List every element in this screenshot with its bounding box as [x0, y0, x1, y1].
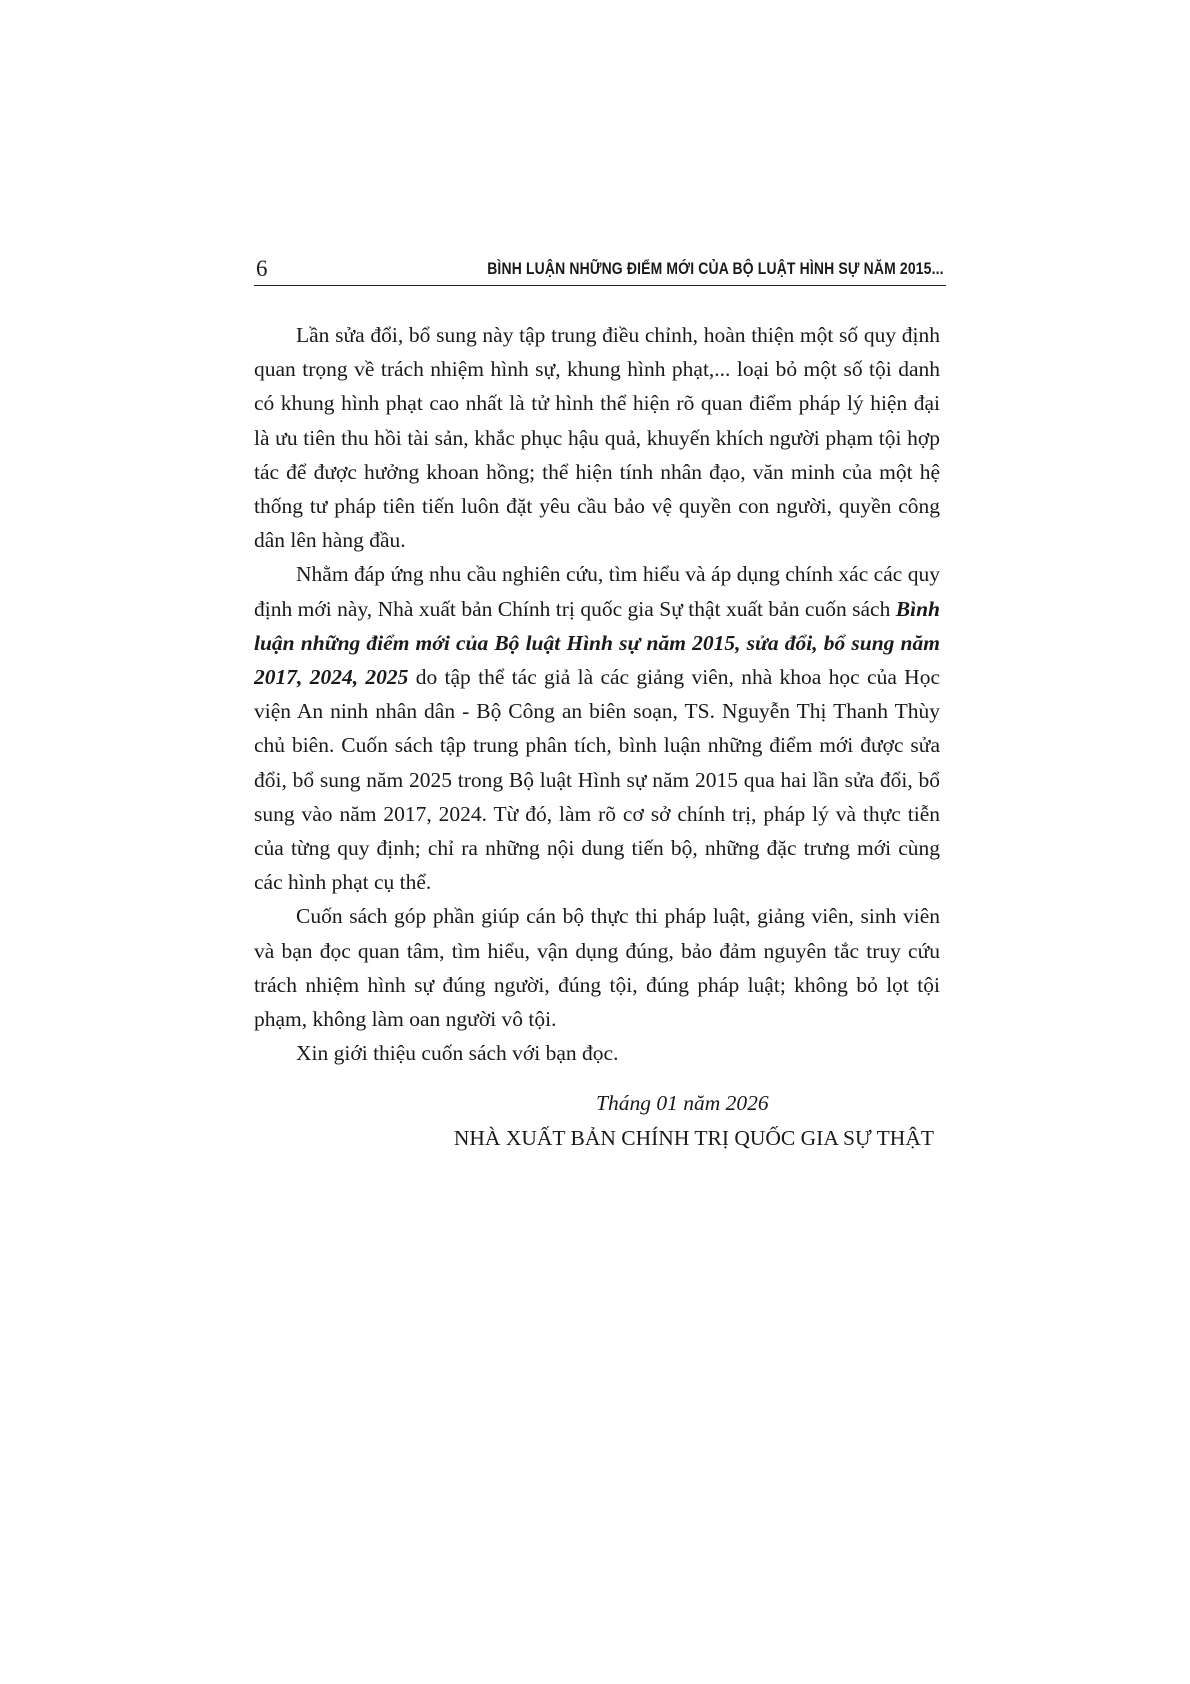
paragraph-3: Cuốn sách góp phần giúp cán bộ thực thi pháp luật, giảng viên, sinh viên và bạn đọc quan tâm, tìm hiểu, vận dụng đúng, bảo đảm nguyên tắc truy cứu trách nhiệm hình sự đúng người, đúng tội, đúng pháp luật; không bỏ lọt tội phạm, không làm oan người vô tội. [254, 904, 940, 1032]
paragraph-2-text-after: do tập thể tác giả là các giảng viên, nhà khoa học của Học viện An ninh nhân dân - Bộ Công an biên soạn, TS. Nguyễn Thị Thanh Thùy chủ biên. Cuốn sách tập trung phân tích, bình luận những điểm mới được sửa đổi, bổ sung năm 2025 trong Bộ luật Hình sự năm 2015 qua hai lần sửa đổi, bổ sung vào năm 2017, 2024. Từ đó, làm rõ cơ sở chính trị, pháp lý và thực tiễn của từng quy định; chỉ ra những nội dung tiến bộ, những đặc trưng mới cùng các hình phạt cụ thể. [254, 665, 940, 895]
page-header [254, 255, 946, 286]
body-text [254, 318, 940, 1070]
signature-date: Tháng 01 năm 2026 [596, 1091, 769, 1115]
paragraph-2-text-before: Nhằm đáp ứng nhu cầu nghiên cứu, tìm hiểu và áp dụng chính xác các quy định mới này, Nhà xuất bản Chính trị quốc gia Sự thật xuất bản cuốn sách [254, 562, 940, 621]
page-number: 6 [256, 256, 268, 281]
running-title: BÌNH LUẬN NHỮNG ĐIỂM MỚI CỦA BỘ LUẬT HÌNH SỰ NĂM 2015... [487, 259, 944, 278]
paragraph-4: Xin giới thiệu cuốn sách với bạn đọc. [296, 1041, 619, 1066]
book-title: Bình luận những điểm mới của Bộ luật Hình sự năm 2015, sửa đổi, bổ sung năm 2017, 2024, 2025 [254, 596, 940, 690]
paragraph-1: Lần sửa đổi, bổ sung này tập trung điều chỉnh, hoàn thiện một số quy định quan trọng về trách nhiệm hình sự, khung hình phạt,... loại bỏ một số tội danh có khung hình phạt cao nhất là tử hình thể hiện rõ quan điểm pháp lý hiện đại là ưu tiên thu hồi tài sản, khắc phục hậu quả, khuyến khích người phạm tội hợp tác để được hưởng khoan hồng; thể hiện tính nhân đạo, văn minh của một hệ thống tư pháp tiên tiến luôn đặt yêu cầu bảo vệ quyền con người, quyền công dân lên hàng đầu. [254, 323, 940, 553]
signature-publisher: NHÀ XUẤT BẢN CHÍNH TRỊ QUỐC GIA SỰ THẬT [453, 1126, 934, 1150]
paragraph-2 [254, 557, 940, 899]
